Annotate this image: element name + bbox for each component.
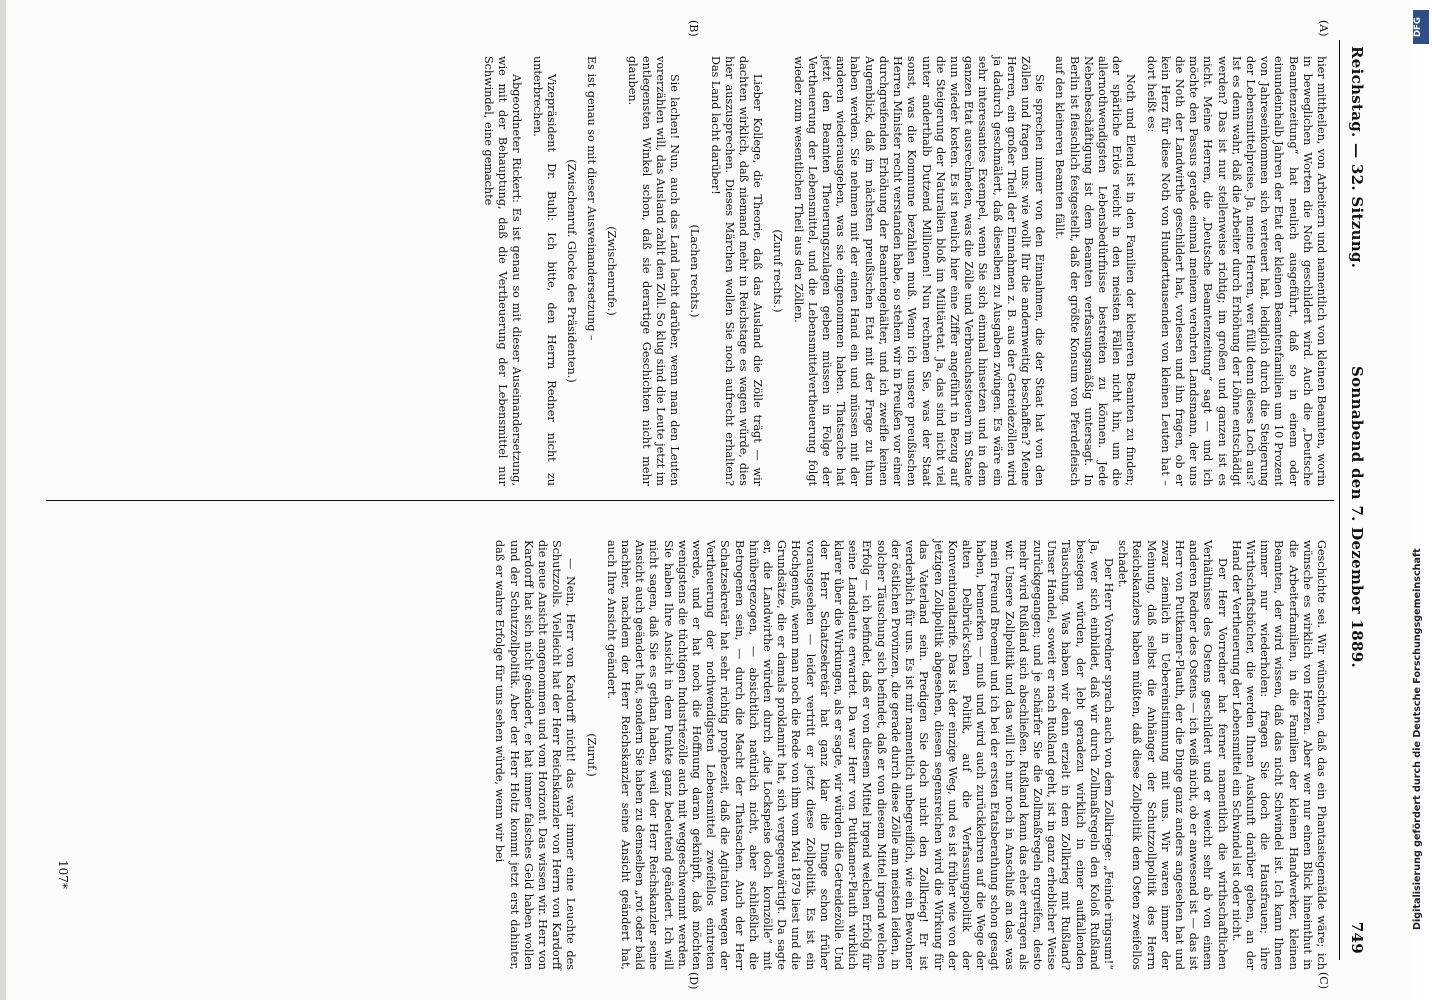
running-header — [1344, 46, 1366, 954]
header-rule — [1339, 40, 1340, 960]
speaker-paragraph: Vizepräsident Dr. Buhl: Ich bitte, den Herrn Redner nicht zu unterbrechen. — [530, 56, 558, 486]
paragraph: Der Herr Vorredner sprach auch von dem Zollkriege: „Feinde ringsum!“ Ja, wer sich einbildet, daß wir durch Zollmaßregeln den Koloß Rußland besiegen würden, der lebt geradezu wirklich in einer auffallenden Täuschung. Was haben wir denn erzielt in dem Zollkrieg mit Rußland? Unser Handel, soweit er nach Rußland geht, ist in ganz erheblicher Weise zurückgegangen; und je schärfer Sie die Zollmaßregeln ergreifen, desto mehr wird Rußland sich abschließen. Rußland kann das eher ertragen als wir. Unsere Zollpolitik und das will ich nur noch in Anschluß an das, was mein Freund Broemel und ich bei der ersten Etatsberathung schon gesagt haben, bemerken — muß und wird auch zurückkehren auf die Wege der alten Delbrück'schen Politik, auf die Verfassungspolitik der Konventionaltarife. Das ist der einzige Weg, und es ist früher wie von der jetzigen Zollpolitik abgesehen, diesen segensreichen wird die Wirkung für das Vaterland sein. Predigen Sie doch nicht den Zollkrieg! Er ist verderblich für uns. Es ist mir namentlich unbegreiflich, wie ein Bewohner der östlichen Provinzen, die gerade durch diese Zölle am meisten leiden, in solcher Täuschung sich befindet, daß er von diesem Mittel irgend welchen Erfolg — ich befindet, daß er von diesem Mittel irgend welchen Erfolg für seine Landsleute erwartet. Da war Herr von Puttkamer-Plauth wirklich klarer über die Wirkungen, als er sagte, wir würden die Getreidezölle. Und der Herr Schatzsekretär hat ganz klar die Dinge schon früher vorausgesehen — leider vertritt er jetzt diese Zollpolitik. Es ist ein Hochgenuß, wenn man noch die Rede von ihm vom Mai 1879 liest und die Grundsätze, die er damals proklamirt hat, sich vergegenwärtigt. Da sagte er, die Landwirthe würden durch „die Lockspeise doch kornzölle“ mit hinübergezogen, — absichtlich natürlich nicht, aber schließlich die Betrogenen sein, — durch die Macht der Thatsachen. Auch der Herr Schatzsekretär hat sehr richtig prophezeit, daß die Agitation wegen der Vertheuerung der nothwendigsten Lebensmittel zweifellos eintreten werde, und er hat noch die Hoffnung daran geknüpft, daß möchten wenigstens die tüchtigen Industriezölle auch mit weggeschwemmt werden. Sie haben Ihre Ansicht in dem Punkte ganz bedeutend geändert. Ich will nicht sagen, daß Sie es gethan haben, weil der Herr Reichskanzler seine Ansicht auch geändert hat, sondern Sie haben zu demselben „rot oder bald nachher, nachdem der Herr Reichskanzler seine Ansicht geändert hat, auch Ihre Ansicht geändert. — [604, 540, 1115, 970]
credit-text: Digitalisierung gefördert durch die Deutsche Forschungsgemeinschaft — [1412, 548, 1423, 930]
interjection: (Zwischenrufe.) — [605, 226, 619, 316]
quoted-paragraph: Noth und Elend ist in den Familien der kleineren Beamten zu finden; der spärliche Erlös reicht in den meisten Fällen nicht hin, um die allernothwendigsten Lebensbedürfnisse bestreiten zu können. Jede Nebenbeschäftigung ist dem Beamten verfassungsmäßig untersagt. In Berlin ist fleischlich festgestellt, daß der größte Konsum von Pferdefleisch auf den kleineren Beamten fällt. — [1053, 56, 1138, 486]
paragraph: hier mittheilen, von Arbeitern und namentlich von kleinen Beamten, worin in beweglichen Worten die Noth geschildert wird. Auch die „Deutsche Beamtenzeitung“ hat neulich ausgeführt, daß so in einem oder einundeinhalb Jahren der Etat der kleinen Beamtenfamilien um 10 Prozent von Jahreseinkommen sich verteuert hat, lediglich durch die Steigerung der Lebensmittelpreise. Ja, meine Herren, wer füllt denn dieses Loch aus? Ist es denn wahr, daß die Arbeiter durch Erhöhung der Löhne entschädigt werden? Das ist nur stellenweise richtig; im großen und ganzen ist es nicht. Meine Herren, die „Deutsche Beamtenzeitung“ sagt — und ich möchte den Passus gerade einmal meinem verehrten Landsmann, der uns die Noth der Landwirthe geschildert hat, vorlesen und ihn fragen, ob er kein Herz für diese Noth von Hunderttausenden von kleinen Leuten hat – dort heißt es: — [1144, 56, 1328, 486]
margin-marker-b: (B) — [687, 20, 700, 37]
paragraph: — Nein, Herr von Kardorff nicht! das war immer eine Leuchte des Schutzzolls. Vielleicht hat der Herr Reichskanzler von Herrn von Kardorff die neue Ansicht angenommen und vom Horizont. Das wissen wir. Herr von Kardorff hat sich nicht geändert, er hat immer falsches Geld haben wollen und der Schutzzollpolitik. Aber der Herr Holtz kommt jetzt erst dahinter, daß er wahre Erfolge für uns sehen würde, wenn wir bei — [493, 540, 578, 970]
header-left: Reichstag. — 32. Sitzung. — [1348, 46, 1366, 269]
credit-strip — [1410, 0, 1432, 1000]
dfg-logo: DFG — [1413, 10, 1429, 44]
paragraph: Lieber Kollege, die Theorie, daß das Ausland die Zölle trägt — wir dachten wirklich, daß niemand mehr in Reichstage es wagen würde, dies hier auszusprechen. Dieses Märchen wollen Sie noch aufrecht erhalten? Das Land lacht darüber! — [708, 56, 765, 486]
paragraph: Sie lachen! Nun, auch das Land lacht darüber, wenn man den Leuten vorerzählen will, das Ausland zahlt den Zoll. So klug sind die Leute jetzt im entlegensten Winkel schon, daß sie derartige Geschichten nicht mehr glauben. — [625, 56, 682, 486]
interjection: (Zwischenruf. Glocke des Präsidenten.) — [565, 159, 579, 383]
interjection: (Zuruf.) — [584, 733, 598, 777]
paragraph: Es ist genau so mit dieser Ausweinandersetzung – — [585, 56, 599, 341]
interjection: (Lachen rechts.) — [688, 224, 702, 318]
column-rule — [46, 500, 1334, 501]
interjection: (Zuruf rechts.) — [771, 229, 785, 313]
speaker-paragraph: Abgeordneter Rickert: Es ist genau so mit dieser Auseinandersetzung, wie mit der Behauptung, daß die Vertheuerung der Lebensmittel nur Schwindel, eine gemachte — [482, 56, 524, 486]
margin-marker-c: (C) — [1317, 972, 1330, 989]
paragraph: Geschichte sei. Wir wünschten, daß das ein Phantasiegemälde wäre; ich wünsche es wirklich von Herzen. Aber wer nur einen Blick hineinthut in die Arbeiterfamilien, in die Familien der kleinen Handwerker, kleinen Beamten, der wird wissen, daß das nicht Schwindel ist. Ich kann Ihnen immer nur wiederholen: fragen Sie doch die Hausfrauen; ihre Wirthschaftsbücher, die werden Ihnen Auskunft darüber geben, an der Hand der Vertheuerung der Lebensmittel ein Schwindel ist oder nicht. — [1229, 540, 1328, 970]
signature-mark: 107* — [56, 860, 70, 889]
margin-marker-d: (D) — [687, 972, 700, 990]
right-column — [492, 540, 1328, 970]
page-number: 749 — [1348, 921, 1366, 954]
left-column — [481, 56, 1328, 486]
paragraph: Der Herr Vorredner hat ferner namentlich die wirthschaftlichen Verhältnisse des Ostens geschildert und er weicht sehr ab von einem anderen Redner des Ostens — ich weiß nicht, ob er anwesend ist — das ist Herr von Puttkamer-Plauth, der die Dinge ganz anders angesehen hat und zwar ziemlich in Uebereinstimmung mit uns. Wir waren immer der Meinung, daß selbst die Anhänger der Schutzzollpolitik des Herrn Reichskanzlers haben müßten, daß diese Zollpolitik dem Osten zweifellos schadet. — [1116, 540, 1229, 970]
header-center: Sonnabend den 7. Dezember 1889. — [1348, 366, 1366, 668]
paragraph: Sie sprechen immer von den Einnahmen, die der Staat hat von den Zöllen und fragen uns: wie wollt Ihr die andernweitig beschaffen? Meine Herren, ein großer Theil der Einnahmen z. B. aus der Getreidezöllen wird ja dadurch geschmälert, daß dieselben zu Ausgaben zwingen. Es wäre ein sehr interessantes Exempel, wenn Sie sich einmal hinsetzen und in dem ganzen Etat ausrechneten, was die Zölle und Verbrauchssteuern im Staate nun wieder kosten. Es ist neulich hier eine Ziffer angeführt in Bezug auf die Steigerung der Naturalien bloß im Militäretat. Ja, das sind nicht viel unter anderthalb Dutzend Millionen! Nun rechnen Sie, was der Staat sonst, was die Kommune bezahlen muß. Wenn ich unsere preußischen Herren Minister recht verstanden habe, so stehen wir in Preußen vor einer durchgreifenden Erhöhung der Beamtengehälter, und ich zweifle keinen Augenblick, daß im nächsten preußischen Etat mit der Frage zu thun haben werden. Sie nehmen mit der einen Hand ein und müssen mit der anderen wiederausgeben, was sie eingenommen haben. Thatsache hat jetzt den Beamten Theuerungszulagen geben müssen in Folge der Vertheuerung der Lebensmittel, und die Lebensmittelvertheuerung folgt wieder zum wesentlichen Theil aus den Zöllen. — [791, 56, 1047, 486]
margin-marker-a: (A) — [1317, 20, 1330, 37]
